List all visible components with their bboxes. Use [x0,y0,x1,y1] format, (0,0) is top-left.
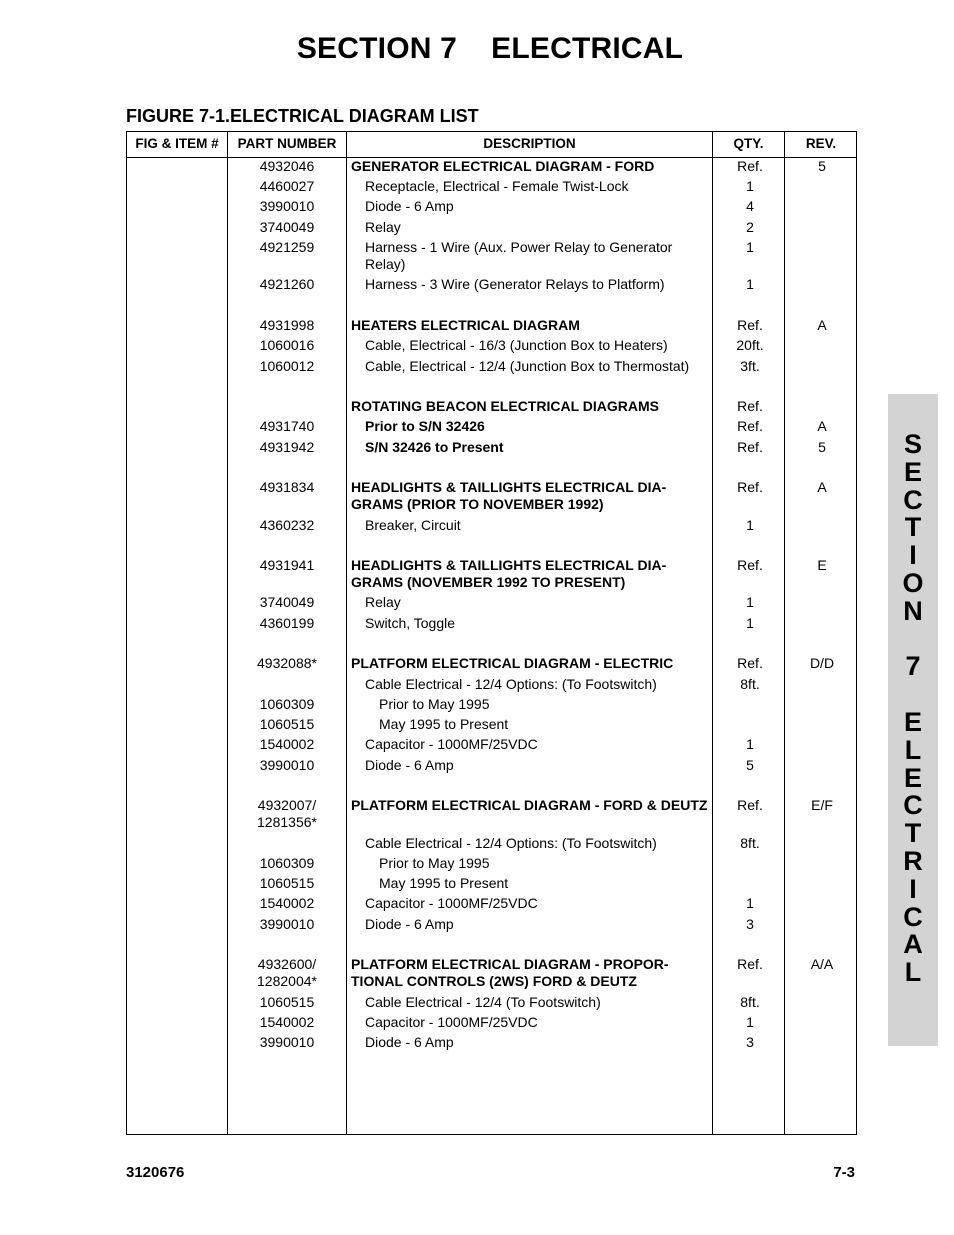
part-number-cell: 4360232 [259,517,315,533]
qty-cell: 1 [746,239,754,255]
side-tab-letter: E [903,707,922,737]
description-cell: Diode - 6 Amp [365,916,454,932]
description-cell: May 1995 to Present [379,716,509,732]
side-tab-letter: E [903,456,922,487]
description-cell: ROTATING BEACON ELECTRICAL DIAGRAMS [351,398,659,414]
part-number-cell: 4932088* [257,655,317,671]
part-number-cell: 4931942 [259,439,315,455]
description-cell: Capacitor - 1000MF/25VDC [365,736,538,752]
side-tab-letter: T [904,512,922,543]
qty-cell: 1 [746,895,754,911]
part-number-cell: 3990010 [259,1034,315,1050]
col-header-part-number: PART NUMBER [237,136,337,151]
qty-cell: 20ft. [736,337,764,353]
side-tab-letter: A [903,929,923,960]
description-cell: Cable Electrical - 12/4 (To Footswitch) [365,994,601,1010]
part-number-cell: 4931998 [259,317,315,333]
qty-cell: Ref. [737,956,763,972]
part-number-cell: 1060309 [259,855,315,871]
description-cell: Cable Electrical - 12/4 Options: (To Footswitch) [365,676,657,692]
part-number-cell: 4932007/ 1281356* [257,797,317,830]
qty-cell: Ref. [737,158,763,174]
qty-cell: Ref. [737,398,763,414]
side-tab-letter: 7 [905,651,921,682]
side-tab-letter: T [904,818,922,849]
description-cell: Switch, Toggle [365,615,456,631]
qty-cell: 8ft. [740,835,760,851]
qty-cell: 1 [746,276,754,292]
description-cell: GENERATOR ELECTRICAL DIAGRAM - FORD [351,158,655,174]
part-number-cell: 4931740 [259,418,315,434]
col-header-rev: REV. [805,136,837,151]
description-cell: Prior to May 1995 [379,696,490,712]
rev-cell: 5 [818,439,826,455]
part-number-cell: 1060515 [259,716,315,732]
description-cell: Prior to S/N 32426 [365,418,485,434]
part-number-cell: 3990010 [259,198,315,214]
qty-cell: 1 [746,615,754,631]
qty-cell: 3 [746,916,754,932]
description-cell: HEADLIGHTS & TAILLIGHTS ELECTRICAL DIA-GRAMS (PRIOR TO NOVEMBER 1992) [351,479,667,512]
qty-cell: 1 [746,178,754,194]
section-side-tab [888,394,938,1046]
qty-cell: 3 [746,1034,754,1050]
qty-cell: 1 [746,1014,754,1030]
qty-cell: Ref. [737,317,763,333]
part-number-cell: 1060309 [259,696,315,712]
part-number-cell: 3990010 [259,916,315,932]
description-cell: Breaker, Circuit [365,517,461,533]
description-cell: HEADLIGHTS & TAILLIGHTS ELECTRICAL DIA-GRAMS (NOVEMBER 1992 TO PRESENT) [351,557,667,590]
description-cell: Prior to May 1995 [379,855,490,871]
part-number-cell: 4931834 [259,479,315,495]
side-tab-letter: N [903,595,923,626]
part-number-cell: 4932046 [259,158,315,174]
qty-cell: Ref. [737,797,763,813]
description-cell: Cable, Electrical - 16/3 (Junction Box to Heaters) [365,337,668,353]
col-header-qty: QTY. [733,136,764,151]
part-number-cell: 1060515 [259,994,315,1010]
page-number: 7-3 [833,1164,855,1181]
qty-cell: 3ft. [740,358,760,374]
side-tab-letter: O [902,568,924,598]
description-cell: Capacitor - 1000MF/25VDC [365,895,538,911]
side-tab-letter: E [903,762,922,793]
diagram-list-table [126,131,857,1135]
description-cell: PLATFORM ELECTRICAL DIAGRAM - PROPOR-TIONAL CONTROLS (2WS) FORD & DEUTZ [351,956,669,989]
rev-cell: E [817,557,827,573]
side-tab-letter: S [903,429,922,459]
qty-cell: 8ft. [740,676,760,692]
qty-cell: 5 [746,757,754,773]
part-number-cell: 3990010 [259,757,315,773]
column-divider [346,132,347,1134]
rev-cell: 5 [818,158,826,174]
col-header-fig-item: FIG & ITEM # [135,136,219,151]
part-number-cell: 1060515 [259,875,315,891]
qty-cell: Ref. [737,418,763,434]
document-number: 3120676 [126,1164,185,1181]
side-tab-letter: C [903,484,923,515]
part-number-cell: 4460027 [259,178,315,194]
description-cell: Harness - 3 Wire (Generator Relays to Platform) [365,276,665,292]
rev-cell: A [817,418,827,434]
part-number-cell: 4932600/ 1282004* [257,956,317,989]
part-number-cell: 4360199 [259,615,315,631]
description-cell: PLATFORM ELECTRICAL DIAGRAM - FORD & DEUTZ [351,797,708,813]
qty-cell: 1 [746,517,754,533]
side-tab-letter: L [904,957,922,988]
rev-cell: A/A [810,956,834,972]
description-cell: S/N 32426 to Present [365,439,504,455]
description-cell: Harness - 1 Wire (Aux. Power Relay to Generator Relay) [365,239,673,272]
rev-cell: E/F [811,797,833,813]
qty-cell: 2 [746,219,754,235]
description-cell: Cable Electrical - 12/4 Options: (To Footswitch) [365,835,657,851]
description-cell: Relay [365,594,401,610]
qty-cell: 1 [746,594,754,610]
side-tab-letter: L [904,734,922,765]
description-cell: Relay [365,219,401,235]
qty-cell: Ref. [737,655,763,671]
description-cell: Cable, Electrical - 12/4 (Junction Box to Thermostat) [365,358,690,374]
side-tab-letter: I [909,873,917,904]
column-divider [227,132,228,1134]
qty-cell: Ref. [737,557,763,573]
part-number-cell: 3740049 [259,219,315,235]
part-number-cell: 1060016 [259,337,315,353]
description-cell: Diode - 6 Amp [365,198,454,214]
part-number-cell: 1540002 [259,895,315,911]
side-tab-letter: R [903,846,923,876]
description-cell: May 1995 to Present [379,875,509,891]
qty-cell: Ref. [737,479,763,495]
description-cell: Diode - 6 Amp [365,1034,454,1050]
rev-cell: A [817,317,827,333]
part-number-cell: 4931941 [259,557,315,573]
qty-cell: 1 [746,736,754,752]
part-number-cell: 1060012 [259,358,315,374]
qty-cell: Ref. [737,439,763,455]
side-tab-letter: C [903,790,923,821]
qty-cell: 4 [746,198,754,214]
side-tab-letter: I [909,540,917,571]
section-title: SECTION 7 ELECTRICAL [296,32,684,65]
side-tab-letter: C [903,901,923,932]
figure-title: FIGURE 7-1.ELECTRICAL DIAGRAM LIST [126,106,479,126]
description-cell: PLATFORM ELECTRICAL DIAGRAM - ELECTRIC [351,655,674,671]
col-header-description: DESCRIPTION [483,136,576,151]
qty-cell: 8ft. [740,994,760,1010]
part-number-cell: 4921260 [259,276,315,292]
description-cell: Capacitor - 1000MF/25VDC [365,1014,538,1030]
part-number-cell: 1540002 [259,736,315,752]
rev-cell: A [817,479,827,495]
part-number-cell: 1540002 [259,1014,315,1030]
description-cell: HEATERS ELECTRICAL DIAGRAM [351,317,580,333]
description-cell: Diode - 6 Amp [365,757,454,773]
part-number-cell: 4921259 [259,239,315,255]
part-number-cell: 3740049 [259,594,315,610]
rev-cell: D/D [809,655,835,671]
description-cell: Receptacle, Electrical - Female Twist-Lock [365,178,629,194]
